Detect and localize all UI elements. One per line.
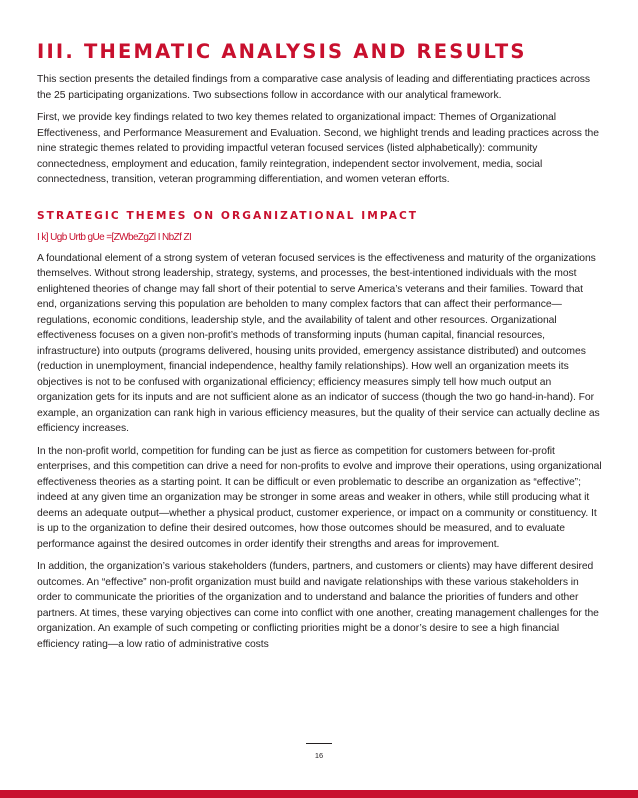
bottom-accent-bar xyxy=(0,790,638,798)
page-number: 16 xyxy=(314,751,324,760)
overview-paragraph: First, we provide key findings related to two key themes related to organizational impact: Themes of Organizational Effectiveness, and Performance Measurement and Evaluation. Second, we highlight trends and leading practices across the nine strategic themes related to providing impactful veteran focused services (listed alphabetically): community connectedness, employment and education, family reintegration, independent sector involvement, media, social connectedness, transition, veteran programming differentiation, and women veteran efforts. xyxy=(37,112,599,185)
subsection-subtitle: I k] Ugb Urtb gUe =[ZWbeZgZl I NbZf ZI xyxy=(37,231,192,243)
footer-divider xyxy=(306,743,332,744)
intro-paragraph: This section presents the detailed findings from a comparative case analysis of leading and differentiating practices across the 25 participating organizations. Two subsections follow in accordance with our analytical framework. xyxy=(37,74,591,101)
body-paragraph: In the non-profit world, competition for funding can be just as fierce as competition for customers between for-profit enterprises, and this competition can drive a need for non-profits to evolve and improve their operations, using organizational effectiveness theories as a starting point. It can be difficult or even problematic to describe an organization as “effective”; indeed at any given time an organization may be stronger in some areas and weaker in others, while still producing what it deems an adequate output—whether a physical product, customer experience, or impact on a community or constituency. It is up to the organization to define their desired outcomes, how those outcomes should be measured, and to evaluate performance against the desired outcomes in order identify their strengths and areas for improvement. xyxy=(37,445,602,550)
body-paragraph: In addition, the organization’s various stakeholders (funders, partners, and customers or clients) may have different desired outcomes. An “effective” non-profit organization must build and navigate relationships with these various stakeholders in order to communicate the priorities of the organization and to understand and balance the priorities of funders and other partners. At times, these varying objectives can come into conflict with one another, creating management challenges for the organization. An example of such competing or conflicting priorities might be a donor’s desire to see a high financial efficiency rating—a low ratio of administrative costs xyxy=(37,561,599,650)
body-paragraph: A foundational element of a strong system of veteran focused services is the effectiveness and maturity of the organizations themselves. Without strong leadership, strategy, systems, and processes, the best-intentioned individuals with the most enlightened theories of change may fall short of their potential to serve America’s veterans and their families. Toward that end, organizations serving this population are beholden to many complex factors that can affect their performance—regulations, economic conditions, leadership style, and the availability of talent and other resources. Organizational effectiveness focuses on a given non-profit’s methods of transforming inputs (human capital, financial resources, infrastructure) into outputs (programs delivered, housing units provided, emergency assistance distributed) and outcomes (reduction in unemployment, financial independence, healthy family relationships). How well an organization meets its objectives is not to be confused with organizational efficiency; efficiency measures simply tell how much output an organization gets for its inputs and are not sufficient alone as an indicator of success (though the two go hand-in-hand). For example, an organization can rank high in various efficiency measures, but the quality of their service can actually decline as efficiency increases. xyxy=(37,252,600,434)
section-title: III. THEMATIC ANALYSIS AND RESULTS xyxy=(37,40,527,63)
page-content xyxy=(37,40,603,652)
subsection-title: STRATEGIC THEMES ON ORGANIZATIONAL IMPACT xyxy=(37,209,419,222)
